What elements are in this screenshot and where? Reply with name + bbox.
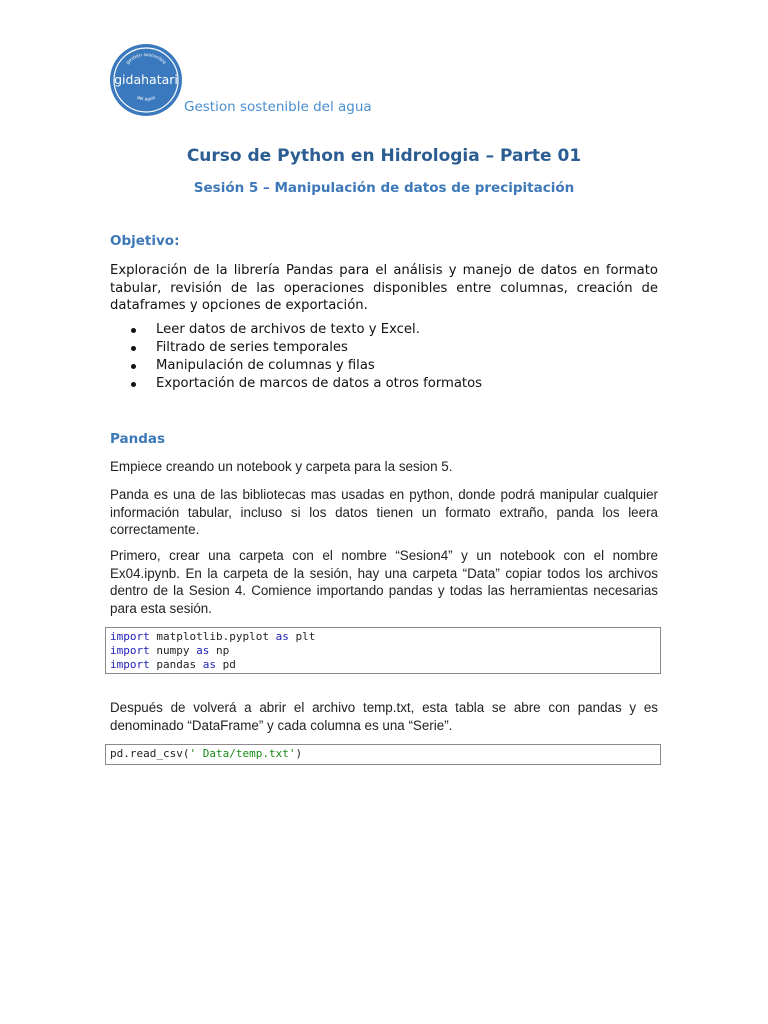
code-line: import pandas as pd <box>110 658 236 671</box>
bullet-text: Exportación de marcos de datos a otros formatos <box>156 376 483 391</box>
page-subtitle: Sesión 5 – Manipulación de datos de precipitación <box>193 180 575 196</box>
logo-text: gidahatari <box>114 72 178 87</box>
bullet-text: Filtrado de series temporales <box>156 340 348 355</box>
pandas-heading: Pandas <box>110 431 166 447</box>
logo-small-bottom-text: del agua <box>135 95 157 103</box>
bullet-icon <box>131 364 136 369</box>
code-line: import numpy as np <box>110 644 230 657</box>
objetivo-bullet-list <box>110 321 658 393</box>
objetivo-heading: Objetivo: <box>110 233 180 249</box>
bullet-text: Leer datos de archivos de texto y Excel. <box>156 322 420 337</box>
page-title: Curso de Python en Hidrologia – Parte 01 <box>186 146 582 166</box>
pandas-paragraph-1: Empiece creando un notebook y carpeta para la sesion 5. <box>110 459 453 474</box>
code-block-imports <box>105 627 661 674</box>
list-item <box>110 375 658 393</box>
code-block-read-csv <box>105 744 661 765</box>
gidahatari-logo <box>109 43 183 117</box>
objetivo-paragraph: Exploración de la librería Pandas para el análisis y manejo de datos en formato tabular, revisión de las operaciones disponibles entre columnas, creación de dataframes y opciones de exportación. <box>110 263 658 313</box>
code-line: pd.read_csv(' Data/temp.txt') <box>110 747 303 760</box>
logo-small-top-text: gestión sostenible <box>125 52 167 66</box>
list-item <box>110 339 658 357</box>
list-item <box>110 321 658 339</box>
bullet-icon <box>131 346 136 351</box>
bullet-text: Manipulación de columnas y filas <box>156 358 375 373</box>
tagline: Gestion sostenible del agua <box>184 99 372 115</box>
list-item <box>110 357 658 375</box>
pandas-paragraph-3: Primero, crear una carpeta con el nombre “Sesion4” y un notebook con el nombre Ex04.ipynb. En la carpeta de la sesión, hay una carpeta “Data” copiar todos los archivos dentro de la Sesion 4. Comience importando pandas y todas las herramientas necesarias para esta sesión. <box>110 548 658 616</box>
bullet-icon <box>131 328 136 333</box>
code-line: import matplotlib.pyplot as plt <box>110 630 316 643</box>
pandas-paragraph-2: Panda es una de las bibliotecas mas usadas en python, donde podrá manipular cualquier información tabular, incluso si los datos tienen un formato extraño, panda los leera correctamente. <box>110 487 658 537</box>
bullet-icon <box>131 382 136 387</box>
pandas-paragraph-4: Después de volverá a abrir el archivo temp.txt, esta tabla se abre con pandas y es denominado “DataFrame” y cada columna es una “Serie”. <box>110 700 658 733</box>
